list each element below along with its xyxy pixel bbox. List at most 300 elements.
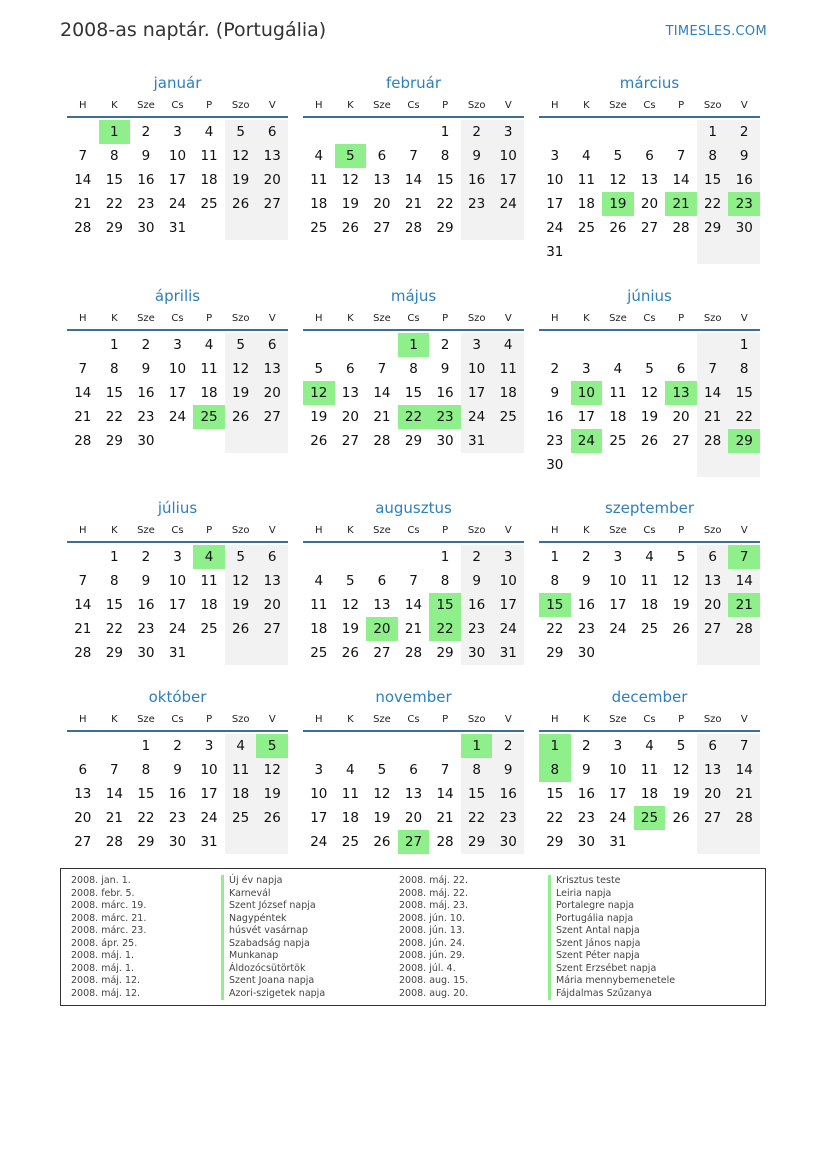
day-cell: 8: [728, 357, 760, 381]
day-cell: 31: [609, 834, 627, 850]
weekday-label: Sze: [609, 312, 627, 324]
empty-day-cell: [67, 120, 99, 144]
day-cell: 16: [577, 786, 595, 802]
weekday-label: Szo: [467, 99, 486, 111]
day-cell: 8: [110, 573, 119, 589]
day-cell: 24: [492, 617, 524, 641]
day-cell: 27: [373, 645, 391, 661]
day-cell: 29: [697, 216, 729, 240]
day-cell: 7: [110, 762, 119, 778]
day-cell: 10: [609, 573, 627, 589]
day-cell: 29: [436, 220, 454, 236]
empty-day-cell: [398, 120, 430, 144]
empty-day-cell: [193, 216, 225, 240]
weekday-label: Cs: [643, 524, 656, 536]
day-cell: 4: [204, 337, 214, 353]
day-cell: 28: [74, 433, 92, 449]
day-cell: 7: [728, 545, 760, 569]
legend-holiday-name: Fájdalmas Szűzanya: [548, 988, 675, 1001]
day-cell: 2: [582, 738, 591, 754]
day-cell: 1: [539, 734, 571, 758]
day-cell: 6: [409, 762, 418, 778]
day-cell: 20: [697, 782, 729, 806]
day-cell: 26: [225, 405, 257, 429]
weekday-label: P: [206, 524, 213, 536]
weekday-label: K: [583, 524, 590, 536]
day-cell: 30: [137, 433, 155, 449]
legend-holiday-name: Szent János napja: [548, 938, 675, 951]
day-cell: 6: [256, 545, 288, 569]
weekday-label: Cs: [407, 713, 420, 725]
day-cell: 14: [74, 385, 92, 401]
day-cell: 8: [539, 758, 571, 782]
weekday-label: Cs: [407, 524, 420, 536]
empty-day-cell: [697, 240, 729, 264]
empty-day-cell: [665, 641, 697, 665]
day-cell: 23: [577, 810, 595, 826]
legend-date: 2008. márc. 19.: [71, 900, 147, 911]
empty-day-cell: [67, 333, 99, 357]
legend-holiday-name: Szent Erzsébet napja: [548, 963, 675, 976]
day-cell: 1: [697, 120, 729, 144]
day-cell: 6: [78, 762, 88, 778]
day-cell: 29: [546, 645, 564, 661]
holiday-legend: [60, 868, 766, 1006]
day-cell: 22: [546, 810, 564, 826]
month-name: június: [627, 287, 672, 305]
day-cell: 9: [141, 361, 151, 377]
month-name: október: [148, 688, 207, 706]
day-cell: 7: [78, 573, 88, 589]
weekday-label: K: [583, 312, 590, 324]
month-calendar: [67, 686, 288, 854]
day-cell: 26: [373, 834, 391, 850]
day-cell: 25: [310, 220, 328, 236]
day-cell: 23: [461, 617, 493, 641]
day-cell: 13: [74, 786, 92, 802]
weekday-header: [539, 708, 760, 732]
empty-day-cell: [398, 734, 430, 758]
weekday-label: K: [347, 312, 354, 324]
day-cell: 11: [310, 597, 328, 613]
day-cell: 31: [461, 429, 493, 453]
day-cell: 11: [577, 172, 595, 188]
month-name: január: [153, 74, 202, 92]
empty-day-cell: [193, 429, 225, 453]
legend-date: 2008. aug. 20.: [399, 987, 469, 999]
weekday-label: Sze: [137, 99, 155, 111]
day-cell: 27: [398, 830, 430, 854]
day-cell: 28: [672, 220, 690, 236]
legend-date: 2008. máj. 23.: [399, 900, 469, 911]
day-cell: 31: [168, 220, 187, 236]
day-cell: 29: [546, 834, 564, 850]
day-cell: 24: [461, 405, 493, 429]
day-cell: 11: [341, 786, 359, 802]
day-cell: 14: [404, 597, 423, 613]
day-cell: 12: [373, 786, 391, 802]
day-cell: 6: [676, 361, 686, 377]
day-cell: 21: [373, 409, 391, 425]
legend-date: 2008. febr. 5.: [71, 887, 135, 899]
day-cell: 30: [461, 641, 493, 665]
day-cell: 5: [314, 361, 324, 377]
empty-day-cell: [539, 120, 571, 144]
day-cell: 8: [409, 361, 418, 377]
day-cell: 13: [373, 172, 391, 188]
day-grid: [67, 333, 288, 453]
day-cell: 8: [550, 573, 560, 589]
day-cell: 19: [672, 597, 690, 613]
empty-day-cell: [697, 333, 729, 357]
day-cell: 3: [204, 738, 214, 754]
month-calendar: [303, 285, 524, 453]
weekday-label: H: [79, 713, 87, 725]
day-cell: 13: [404, 786, 423, 802]
day-cell: 7: [409, 573, 418, 589]
day-cell: 4: [314, 573, 324, 589]
day-cell: 4: [645, 549, 654, 565]
day-cell: 8: [110, 148, 119, 164]
day-cell: 26: [672, 621, 690, 637]
day-cell: 25: [609, 433, 627, 449]
weekday-label: Sze: [373, 524, 391, 536]
legend-holiday-name: Nagypéntek: [221, 913, 325, 926]
day-cell: 19: [341, 196, 359, 212]
weekday-header: [539, 94, 760, 118]
day-cell: 26: [609, 220, 627, 236]
weekday-label: H: [551, 713, 559, 725]
day-cell: 28: [404, 220, 423, 236]
legend-date: 2008. jún. 10.: [399, 912, 466, 924]
day-cell: 14: [105, 786, 123, 802]
weekday-label: K: [583, 99, 590, 111]
day-cell: 15: [546, 786, 564, 802]
empty-day-cell: [728, 641, 760, 665]
day-cell: 9: [461, 144, 493, 168]
day-cell: 1: [110, 337, 119, 353]
weekday-label: V: [504, 524, 512, 536]
month-name: december: [611, 688, 688, 706]
weekday-label: Szo: [231, 713, 250, 725]
empty-day-cell: [634, 641, 666, 665]
weekday-label: V: [740, 524, 748, 536]
day-cell: 20: [256, 593, 288, 617]
day-cell: 4: [492, 333, 524, 357]
legend-date: 2008. máj. 22.: [399, 875, 469, 886]
legend-date: 2008. márc. 21.: [71, 912, 147, 924]
day-cell: 12: [341, 172, 359, 188]
day-cell: 27: [341, 433, 359, 449]
empty-day-cell: [225, 830, 257, 854]
day-cell: 21: [697, 405, 729, 429]
day-cell: 3: [550, 148, 560, 164]
weekday-label: P: [678, 99, 685, 111]
empty-day-cell: [225, 216, 257, 240]
empty-day-cell: [634, 240, 666, 264]
day-cell: 18: [341, 810, 359, 826]
day-cell: 21: [728, 782, 760, 806]
legend-date: 2008. máj. 12.: [71, 987, 141, 999]
day-cell: 8: [141, 762, 151, 778]
empty-day-cell: [256, 641, 288, 665]
weekday-label: K: [111, 312, 118, 324]
day-cell: 19: [225, 593, 257, 617]
legend-date: 2008. jún. 13.: [399, 925, 466, 936]
day-cell: 9: [461, 569, 493, 593]
day-cell: 12: [609, 172, 627, 188]
day-cell: 10: [571, 381, 603, 405]
day-cell: 22: [546, 621, 564, 637]
day-cell: 26: [341, 645, 359, 661]
day-cell: 11: [225, 758, 257, 782]
day-cell: 18: [225, 782, 257, 806]
day-cell: 20: [256, 168, 288, 192]
day-cell: 10: [168, 361, 187, 377]
day-cell: 9: [582, 762, 591, 778]
weekday-label: H: [315, 524, 323, 536]
day-cell: 28: [74, 645, 92, 661]
day-cell: 13: [373, 597, 391, 613]
day-cell: 5: [335, 144, 367, 168]
day-cell: 2: [461, 545, 493, 569]
day-cell: 6: [645, 148, 654, 164]
day-cell: 28: [436, 834, 454, 850]
day-cell: 25: [193, 405, 225, 429]
day-cell: 7: [728, 734, 760, 758]
day-cell: 17: [461, 381, 493, 405]
day-cell: 17: [310, 810, 328, 826]
day-cell: 1: [550, 549, 560, 565]
weekday-header: [67, 307, 288, 331]
day-cell: 30: [137, 220, 155, 236]
day-cell: 25: [310, 645, 328, 661]
weekday-label: H: [551, 312, 559, 324]
day-cell: 13: [697, 758, 729, 782]
day-cell: 4: [613, 361, 623, 377]
legend-date: 2008. márc. 23.: [71, 925, 147, 936]
legend-holiday-name: Portalegre napja: [548, 900, 675, 913]
day-cell: 11: [200, 148, 218, 164]
day-grid: [67, 734, 288, 854]
day-cell: 2: [461, 120, 493, 144]
weekday-header: [303, 307, 524, 331]
day-cell: 15: [436, 172, 454, 188]
day-cell: 7: [440, 762, 450, 778]
day-cell: 29: [105, 645, 123, 661]
legend-date: 2008. jan. 1.: [71, 875, 131, 886]
day-cell: 6: [346, 361, 355, 377]
weekday-label: Cs: [643, 99, 656, 111]
weekday-label: Sze: [609, 713, 627, 725]
day-cell: 3: [173, 337, 182, 353]
day-cell: 7: [409, 148, 418, 164]
day-cell: 20: [697, 593, 729, 617]
weekday-label: K: [583, 713, 590, 725]
day-cell: 20: [640, 196, 659, 212]
day-cell: 14: [728, 569, 760, 593]
legend-holiday-name: Szent József napja: [221, 900, 325, 913]
legend-date: 2008. máj. 12.: [71, 975, 141, 986]
day-cell: 21: [404, 621, 423, 637]
empty-day-cell: [162, 429, 194, 453]
weekday-header: [303, 94, 524, 118]
month-name: augusztus: [375, 499, 452, 517]
day-cell: 20: [256, 381, 288, 405]
day-cell: 28: [697, 429, 729, 453]
day-cell: 24: [609, 810, 627, 826]
day-cell: 9: [141, 148, 151, 164]
day-cell: 22: [105, 409, 123, 425]
legend-holiday-name: Munkanap: [221, 950, 325, 963]
day-cell: 21: [665, 192, 697, 216]
day-cell: 5: [377, 762, 387, 778]
month-name: március: [619, 74, 680, 92]
day-cell: 31: [200, 834, 218, 850]
day-cell: 6: [697, 545, 729, 569]
month-calendar: [539, 686, 760, 854]
day-cell: 22: [429, 617, 461, 641]
weekday-label: Sze: [137, 312, 155, 324]
empty-day-cell: [697, 830, 729, 854]
weekday-label: K: [111, 713, 118, 725]
day-cell: 2: [141, 549, 151, 565]
empty-day-cell: [571, 333, 603, 357]
day-cell: 27: [256, 617, 288, 641]
day-cell: 27: [373, 220, 391, 236]
day-cell: 3: [461, 333, 493, 357]
day-cell: 22: [137, 810, 155, 826]
empty-day-cell: [634, 333, 666, 357]
empty-day-cell: [99, 734, 131, 758]
weekday-label: H: [79, 99, 87, 111]
empty-day-cell: [256, 429, 288, 453]
weekday-label: P: [442, 713, 449, 725]
empty-day-cell: [398, 545, 430, 569]
day-cell: 8: [461, 758, 493, 782]
weekday-label: Sze: [137, 713, 155, 725]
day-cell: 5: [645, 361, 654, 377]
day-cell: 1: [110, 549, 119, 565]
legend-holiday-name: Karnevál: [221, 888, 325, 901]
day-cell: 24: [571, 429, 603, 453]
weekday-label: Sze: [137, 524, 155, 536]
empty-day-cell: [634, 830, 666, 854]
day-cell: 22: [728, 405, 760, 429]
empty-day-cell: [539, 333, 571, 357]
weekday-label: P: [206, 312, 213, 324]
day-cell: 3: [492, 545, 524, 569]
weekday-label: H: [315, 99, 323, 111]
day-cell: 9: [173, 762, 182, 778]
day-cell: 25: [492, 405, 524, 429]
weekday-label: P: [678, 524, 685, 536]
day-cell: 11: [640, 573, 659, 589]
empty-day-cell: [366, 120, 398, 144]
day-cell: 5: [225, 120, 257, 144]
day-cell: 24: [609, 621, 627, 637]
day-cell: 3: [314, 762, 324, 778]
day-cell: 2: [141, 124, 151, 140]
weekday-header: [539, 519, 760, 543]
day-cell: 26: [256, 806, 288, 830]
weekday-label: K: [347, 713, 354, 725]
legend-holiday-name: Áldozócsütörtök: [221, 963, 325, 976]
legend-holiday-name: Leiria napja: [548, 888, 675, 901]
day-cell: 5: [225, 333, 257, 357]
legend-date: 2008. jún. 29.: [399, 950, 466, 961]
month-name: szeptember: [604, 499, 695, 517]
day-cell: 15: [728, 381, 760, 405]
legend-date: 2008. máj. 22.: [399, 887, 469, 899]
day-cell: 3: [173, 549, 182, 565]
day-cell: 16: [461, 593, 493, 617]
day-cell: 15: [105, 597, 123, 613]
day-cell: 20: [74, 810, 92, 826]
day-cell: 12: [225, 357, 257, 381]
day-cell: 18: [609, 409, 627, 425]
day-grid: [303, 333, 524, 453]
weekday-label: Szo: [231, 312, 250, 324]
weekday-label: H: [315, 713, 323, 725]
day-cell: 6: [377, 148, 387, 164]
empty-day-cell: [728, 453, 760, 477]
day-cell: 12: [225, 144, 257, 168]
day-cell: 2: [582, 549, 591, 565]
day-cell: 6: [256, 333, 288, 357]
day-cell: 16: [436, 385, 454, 401]
day-cell: 11: [200, 361, 218, 377]
day-cell: 7: [377, 361, 387, 377]
day-cell: 7: [78, 148, 88, 164]
day-cell: 5: [676, 738, 686, 754]
day-cell: 11: [200, 573, 218, 589]
day-cell: 1: [141, 738, 151, 754]
day-cell: 23: [137, 196, 155, 212]
day-cell: 19: [225, 381, 257, 405]
month-calendar: [67, 72, 288, 240]
weekday-label: V: [740, 312, 748, 324]
day-cell: 14: [672, 172, 690, 188]
day-cell: 13: [665, 381, 697, 405]
day-cell: 18: [492, 381, 524, 405]
weekday-label: Cs: [171, 99, 184, 111]
legend-holiday-name: Új év napja: [221, 875, 325, 888]
day-cell: 10: [310, 786, 328, 802]
day-cell: 27: [256, 405, 288, 429]
weekday-label: V: [740, 713, 748, 725]
empty-day-cell: [335, 734, 367, 758]
day-cell: 6: [377, 573, 387, 589]
brand-link[interactable]: TIMESLES.COM: [665, 24, 767, 39]
day-cell: 25: [634, 806, 666, 830]
empty-day-cell: [303, 120, 335, 144]
empty-day-cell: [665, 453, 697, 477]
legend-holiday-name: Szent Antal napja: [548, 925, 675, 938]
day-cell: 3: [173, 124, 182, 140]
day-cell: 17: [168, 385, 187, 401]
day-cell: 23: [728, 192, 760, 216]
day-cell: 29: [461, 830, 493, 854]
weekday-label: V: [268, 99, 276, 111]
empty-day-cell: [492, 429, 524, 453]
day-cell: 15: [429, 593, 461, 617]
empty-day-cell: [303, 333, 335, 357]
weekday-label: H: [551, 524, 559, 536]
day-cell: 28: [404, 645, 423, 661]
day-cell: 27: [697, 617, 729, 641]
day-cell: 19: [602, 192, 634, 216]
